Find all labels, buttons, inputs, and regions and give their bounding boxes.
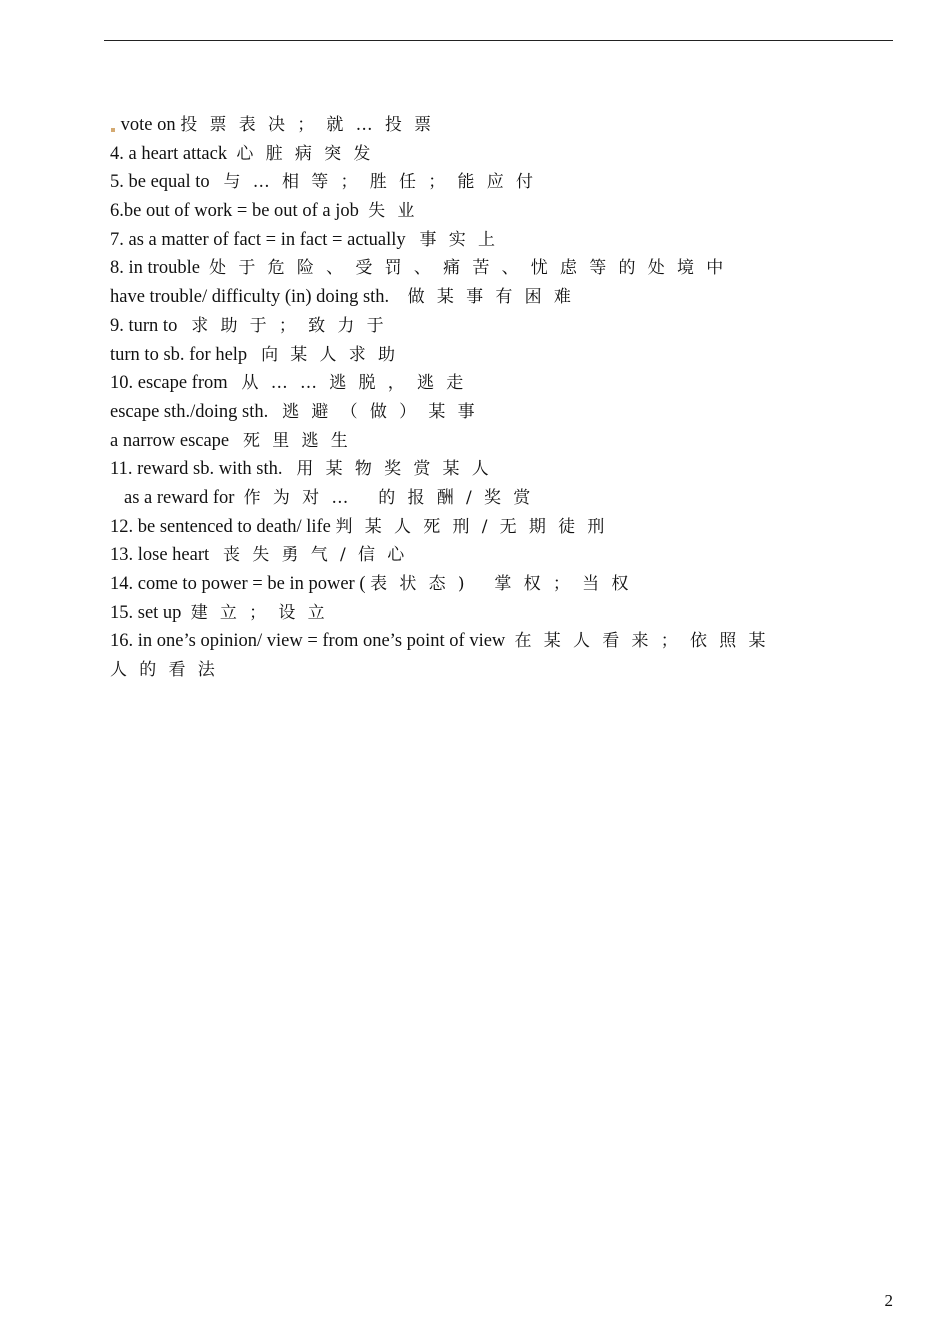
list-item: 7. as a matter of fact = in fact = actually 事实上 <box>110 229 508 250</box>
list-item-continuation: 人的看法 <box>110 660 227 681</box>
list-item: a narrow escape 死里逃生 <box>110 430 360 451</box>
header-rule <box>104 40 893 41</box>
list-item: have trouble/ difficulty (in) doing sth. 做某事有困难 <box>110 287 584 308</box>
list-item: vote on 投票表决；就…投票 <box>110 111 880 140</box>
marker-dot-icon <box>111 128 115 132</box>
list-item: 6.be out of work = be out of a job 失业 <box>110 201 427 222</box>
list-item: 8. in trouble 处于危险、受罚、痛苦、忧虑等的处境中 <box>110 258 736 279</box>
vocabulary-list <box>110 111 880 685</box>
list-item: 13. lose heart 丧失勇气/信心 <box>110 545 417 566</box>
list-item: escape sth./doing sth. 逃避（做）某事 <box>110 401 487 422</box>
list-item: 16. in one’s opinion/ view = from one’s point of view 在某人看来；依照某 <box>110 631 778 652</box>
page-number: 2 <box>884 1291 893 1310</box>
list-item: 12. be sentenced to death/ life 判某人死刑/无期徒刑 <box>110 516 617 537</box>
list-item: 15. set up 建立；设立 <box>110 602 337 623</box>
list-item: 14. come to power = be in power ( 表状态) 掌权；当权 <box>110 574 641 594</box>
list-item: 9. turn to 求助于；致力于 <box>110 315 396 336</box>
list-item: 11. reward sb. with sth. 用某物奖赏某人 <box>110 459 502 480</box>
list-item: 10. escape from 从……逃脱，逃走 <box>110 373 476 394</box>
list-item: turn to sb. for help 向某人求助 <box>110 344 408 365</box>
list-item: 4. a heart attack 心脏病突发 <box>110 143 383 164</box>
list-item: as a reward for 作为对… 的报酬/奖赏 <box>124 487 543 508</box>
list-item: 5. be equal to 与…相等；胜任；能应付 <box>110 172 546 193</box>
